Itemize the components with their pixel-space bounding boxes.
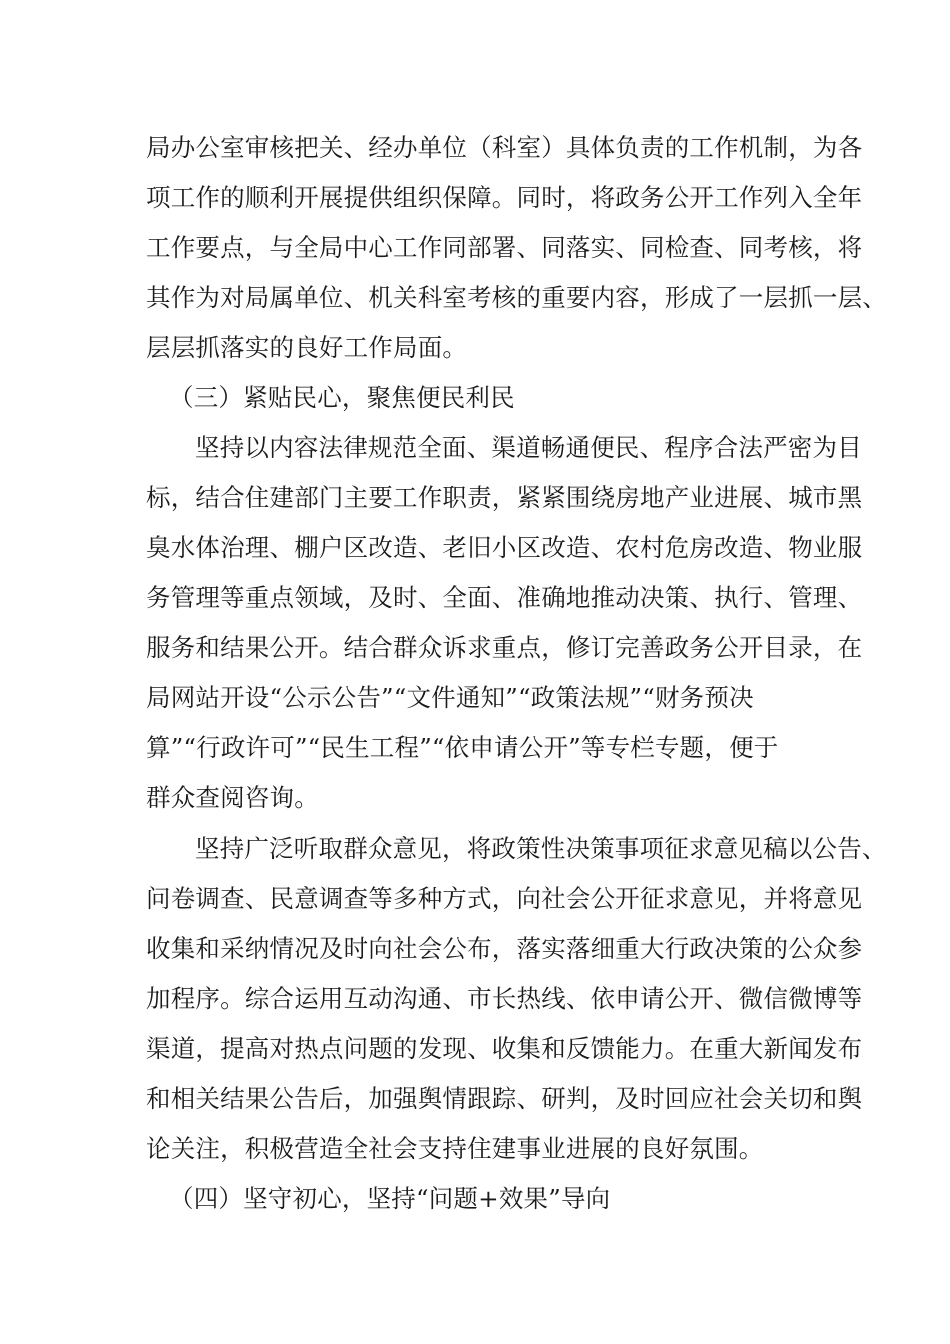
paragraph-line: 算”“行政许可”“民生工程”“依申请公开”等专栏专题，便于 xyxy=(146,733,779,762)
paragraph-line: 群众查阅咨询。 xyxy=(146,783,319,812)
paragraph-line: 局网站开设“公示公告”“文件通知”“政策法规”“财务预决 xyxy=(146,683,754,712)
paragraph-line: 臭水体治理、棚户区改造、老旧小区改造、农村危房改造、物业服 xyxy=(146,533,863,562)
paragraph-line: 渠道，提高对热点问题的发现、收集和反馈能力。在重大新闻发布 xyxy=(146,1034,863,1063)
paragraph-line: 务管理等重点领域，及时、全面、准确地推动决策、执行、管理、 xyxy=(146,583,863,612)
paragraph-line: 其作为对局属单位、机关科室考核的重要内容，形成了一层抓一层、 xyxy=(146,283,887,312)
section-heading: （四）坚守初心，坚持“问题+效果”导向 xyxy=(169,1184,611,1213)
paragraph-line: 工作要点，与全局中心工作同部署、同落实、同检查、同考核，将 xyxy=(146,233,863,262)
paragraph-line: 加程序。综合运用互动沟通、市长热线、依申请公开、微信微博等 xyxy=(146,984,863,1013)
paragraph-line: 收集和采纳情况及时向社会公布，落实落细重大行政决策的公众参 xyxy=(146,934,863,963)
paragraph-line: 问卷调查、民意调查等多种方式，向社会公开征求意见，并将意见 xyxy=(146,884,863,913)
paragraph-line: 局办公室审核把关、经办单位（科室）具体负责的工作机制，为各 xyxy=(146,133,863,162)
paragraph-line: 坚持广泛听取群众意见，将政策性决策事项征求意见稿以公告、 xyxy=(195,834,887,863)
paragraph-line: 层层抓落实的良好工作局面。 xyxy=(146,333,468,362)
paragraph-line: 坚持以内容法律规范全面、渠道畅通便民、程序合法严密为目 xyxy=(195,433,862,462)
paragraph-line: 和相关结果公告后，加强舆情跟踪、研判，及时回应社会关切和舆 xyxy=(146,1084,863,1113)
section-heading: （三）紧贴民心，聚焦便民利民 xyxy=(169,383,515,412)
paragraph-line: 论关注，积极营造全社会支持住建事业进展的良好氛围。 xyxy=(146,1134,764,1163)
paragraph-line: 项工作的顺利开展提供组织保障。同时，将政务公开工作列入全年 xyxy=(146,183,863,212)
paragraph-line: 标，结合住建部门主要工作职责，紧紧围绕房地产业进展、城市黑 xyxy=(146,483,863,512)
paragraph-line: 服务和结果公开。结合群众诉求重点，修订完善政务公开目录，在 xyxy=(146,633,863,662)
